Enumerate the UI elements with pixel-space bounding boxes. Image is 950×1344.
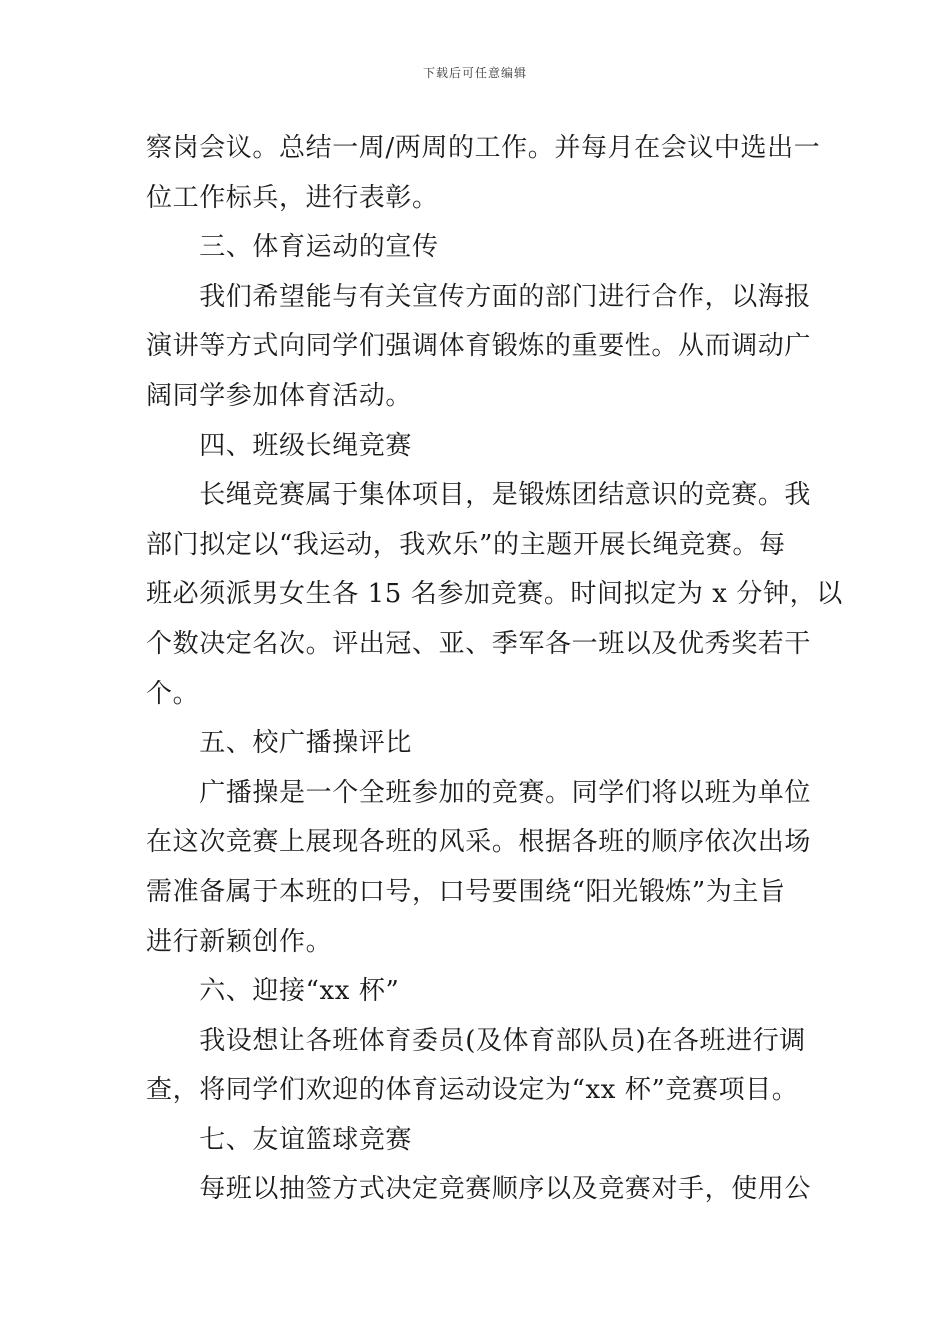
section-heading: 七、友谊篮球竞赛: [146, 1124, 413, 1155]
text-line: 在这次竞赛上展现各班的风采。根据各班的顺序依次出场: [146, 827, 812, 858]
text-line: 长绳竞赛属于集体项目，是锻炼团结意识的竞赛。我: [146, 480, 812, 511]
text-line: 个。: [146, 678, 200, 709]
section-heading: 六、迎接“xx 杯”: [146, 976, 400, 1007]
text-line: 部门拟定以“我运动，我欢乐”的主题开展长绳竞赛。每: [146, 529, 786, 560]
text-line: 需准备属于本班的口号，口号要围绕“阳光锻炼”为主旨: [146, 876, 786, 907]
text-line: 我们希望能与有关宣传方面的部门进行合作，以海报: [146, 281, 812, 312]
document-body: [146, 124, 843, 1215]
text-line: 进行新颖创作。: [146, 926, 333, 957]
text-line: 阔同学参加体育活动。: [146, 380, 413, 411]
text-line: 广播操是一个全班参加的竞赛。同学们将以班为单位: [146, 777, 812, 808]
text-line: 位工作标兵，进行表彰。: [146, 182, 439, 213]
text-line: 个数决定名次。评出冠、亚、季军各一班以及优秀奖若干: [146, 628, 812, 659]
page-header: 下载后可任意编辑: [422, 66, 527, 80]
text-line: 班必须派男女生各 15 名参加竞赛。时间拟定为 x 分钟，以: [146, 579, 843, 610]
section-heading: 三、体育运动的宣传: [146, 232, 439, 263]
section-heading: 四、班级长绳竞赛: [146, 430, 413, 461]
text-line: 查，将同学们欢迎的体育运动设定为“xx 杯”竞赛项目。: [146, 1075, 799, 1106]
section-heading: 五、校广播操评比: [146, 728, 413, 759]
text-line: 演讲等方式向同学们强调体育锻炼的重要性。从而调动广: [146, 331, 812, 362]
text-line: 察岗会议。总结一周/两周的工作。并每月在会议中选出一: [146, 133, 821, 163]
text-line: 每班以抽签方式决定竞赛顺序以及竞赛对手，使用公: [146, 1174, 812, 1205]
text-line: 我设想让各班体育委员(及体育部队员)在各班进行调: [146, 1025, 806, 1056]
